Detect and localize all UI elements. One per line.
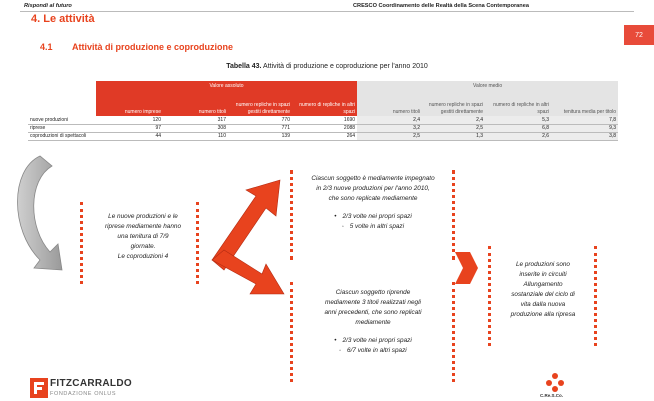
table-row xyxy=(28,124,618,132)
table-cell: 44 xyxy=(96,132,163,140)
table-cell: 317 xyxy=(163,116,228,124)
page-number-tab xyxy=(624,25,654,45)
table-cell: 2,6 xyxy=(485,132,551,140)
note-line: produzione alla ripresa xyxy=(510,311,576,318)
table-column-header xyxy=(28,90,618,116)
header-blank xyxy=(28,81,96,90)
dotted-bracket-right xyxy=(594,246,598,346)
subsection-text: Attività di produzione e coproduzione xyxy=(72,42,233,52)
curved-arrow-icon xyxy=(18,156,63,270)
fitzcarraldo-logo-text: FITZCARRALDO xyxy=(50,378,132,389)
subsection-number: 4.1 xyxy=(40,42,53,52)
header-divider xyxy=(20,11,634,12)
row-label: coproduzioni di spettacoli xyxy=(28,132,96,140)
table-cell: 7,8 xyxy=(551,116,618,124)
note-line: in 2/3 nuove produzioni per l'anno 2010, xyxy=(316,185,430,192)
dotted-bracket-right xyxy=(452,282,456,382)
table-cell: 1690 xyxy=(292,116,357,124)
note-line: inserite in circuiti xyxy=(519,271,567,278)
table-cell: 2,5 xyxy=(357,132,422,140)
note-line: anni precedenti, che sono replicati xyxy=(324,309,422,316)
dotted-bracket-left xyxy=(290,282,294,382)
dotted-bracket-left xyxy=(290,170,294,260)
note-line: Allungamento xyxy=(523,281,563,288)
table-row xyxy=(28,116,618,124)
table-caption-label: Tabella 43. xyxy=(226,63,262,70)
col-header: numero repliche in spazi gestiti direttamente xyxy=(228,90,292,116)
note-bullet: ▫ 6/7 volte in altri spazi xyxy=(290,346,456,356)
col-header: tenitura media per titolo xyxy=(551,90,618,116)
table-cell: 770 xyxy=(228,116,292,124)
table-group-header xyxy=(28,81,618,90)
header-blank xyxy=(28,90,96,116)
table-cell: 308 xyxy=(163,124,228,132)
note-line: Le nuove produzioni e le xyxy=(108,213,178,220)
table-cell: 6,8 xyxy=(485,124,551,132)
table-cell: 139 xyxy=(228,132,292,140)
header-left: Rispondi al futuro xyxy=(24,3,72,9)
table-cell: 264 xyxy=(292,132,357,140)
table-caption-text: Attività di produzione e coproduzione per l'anno 2010 xyxy=(261,63,428,70)
dotted-bracket-left xyxy=(80,202,84,284)
note-bottom-middle xyxy=(290,282,456,382)
note-line: una tenitura di 7/9 xyxy=(117,233,169,240)
note-line: Ciascun soggetto è mediamente impegnato xyxy=(311,175,435,182)
logo-sub-word: ONLUS xyxy=(94,391,117,397)
col-header: numero titoli xyxy=(357,90,422,116)
header-right: CRESCO Coordinamento delle Realtà della Scena Contemporanea xyxy=(353,3,529,9)
note-right xyxy=(488,246,598,346)
chevron-right-icon xyxy=(455,252,478,284)
page-number: 72 xyxy=(635,31,643,39)
note-line: Le coproduzioni 4 xyxy=(117,253,169,260)
note-line: mediamente 3 titoli realizzati negli xyxy=(325,299,421,306)
table-cell: 97 xyxy=(96,124,163,132)
group-absolute: Valore assoluto xyxy=(96,81,357,90)
table-cell: 9,3 xyxy=(551,124,618,132)
table-cell: 110 xyxy=(163,132,228,140)
fitzcarraldo-logo-sub xyxy=(50,391,116,397)
col-header: numero titoli xyxy=(163,90,228,116)
production-table xyxy=(28,81,618,141)
note-line: riprese mediamente hanno xyxy=(104,223,182,230)
row-label: nuove produzioni xyxy=(28,116,96,124)
note-line: Le produzioni sono xyxy=(515,261,570,268)
arrow-down-icon xyxy=(212,250,284,294)
table-row xyxy=(28,132,618,140)
col-header: numero di repliche in altri spazi xyxy=(485,90,551,116)
note-line: sostanziale del ciclo di xyxy=(511,291,575,298)
cresco-logo-icon xyxy=(542,371,568,393)
note-line: mediamente xyxy=(355,319,391,326)
note-line: giornate. xyxy=(130,243,156,250)
table-cell: 1,3 xyxy=(422,132,485,140)
note-bullet: ▫ 5 volte in altri spazi xyxy=(290,222,456,232)
dotted-bracket-right xyxy=(196,202,200,284)
row-label: riprese xyxy=(28,124,96,132)
note-line: Ciascun soggetto riprende xyxy=(335,289,411,296)
table-caption xyxy=(0,63,654,70)
note-bullet: • 2/3 volte nei propri spazi xyxy=(290,336,456,346)
table-cell: 2,5 xyxy=(422,124,485,132)
table-cell: 120 xyxy=(96,116,163,124)
col-header: numero imprese xyxy=(96,90,163,116)
note-top-middle xyxy=(290,170,456,260)
dotted-bracket-right xyxy=(452,170,456,260)
note-line: vita dalla nuova xyxy=(520,301,566,308)
note-left xyxy=(88,202,198,284)
col-header: numero repliche in spazi gestiti direttamente xyxy=(422,90,485,116)
table-cell: 3,2 xyxy=(357,124,422,132)
group-average: Valore medio xyxy=(357,81,618,90)
fitzcarraldo-logo-icon xyxy=(30,378,48,398)
table-cell: 771 xyxy=(228,124,292,132)
table-cell: 2,4 xyxy=(422,116,485,124)
dotted-bracket-left xyxy=(488,246,492,346)
note-line: che sono replicate mediamente xyxy=(328,195,418,202)
cresco-logo-text: C.Re.S.Co. xyxy=(540,393,564,398)
subsection-title xyxy=(40,42,233,52)
table-cell: 3,8 xyxy=(551,132,618,140)
col-header: numero di repliche in altri spazi xyxy=(292,90,357,116)
note-bullet: • 2/3 volte nei propri spazi xyxy=(290,212,456,222)
table-cell: 2,4 xyxy=(357,116,422,124)
table-cell: 5,3 xyxy=(485,116,551,124)
section-title: 4. Le attività xyxy=(31,13,95,25)
table-cell: 2088 xyxy=(292,124,357,132)
logo-sub-word: FONDAZIONE xyxy=(50,391,93,397)
